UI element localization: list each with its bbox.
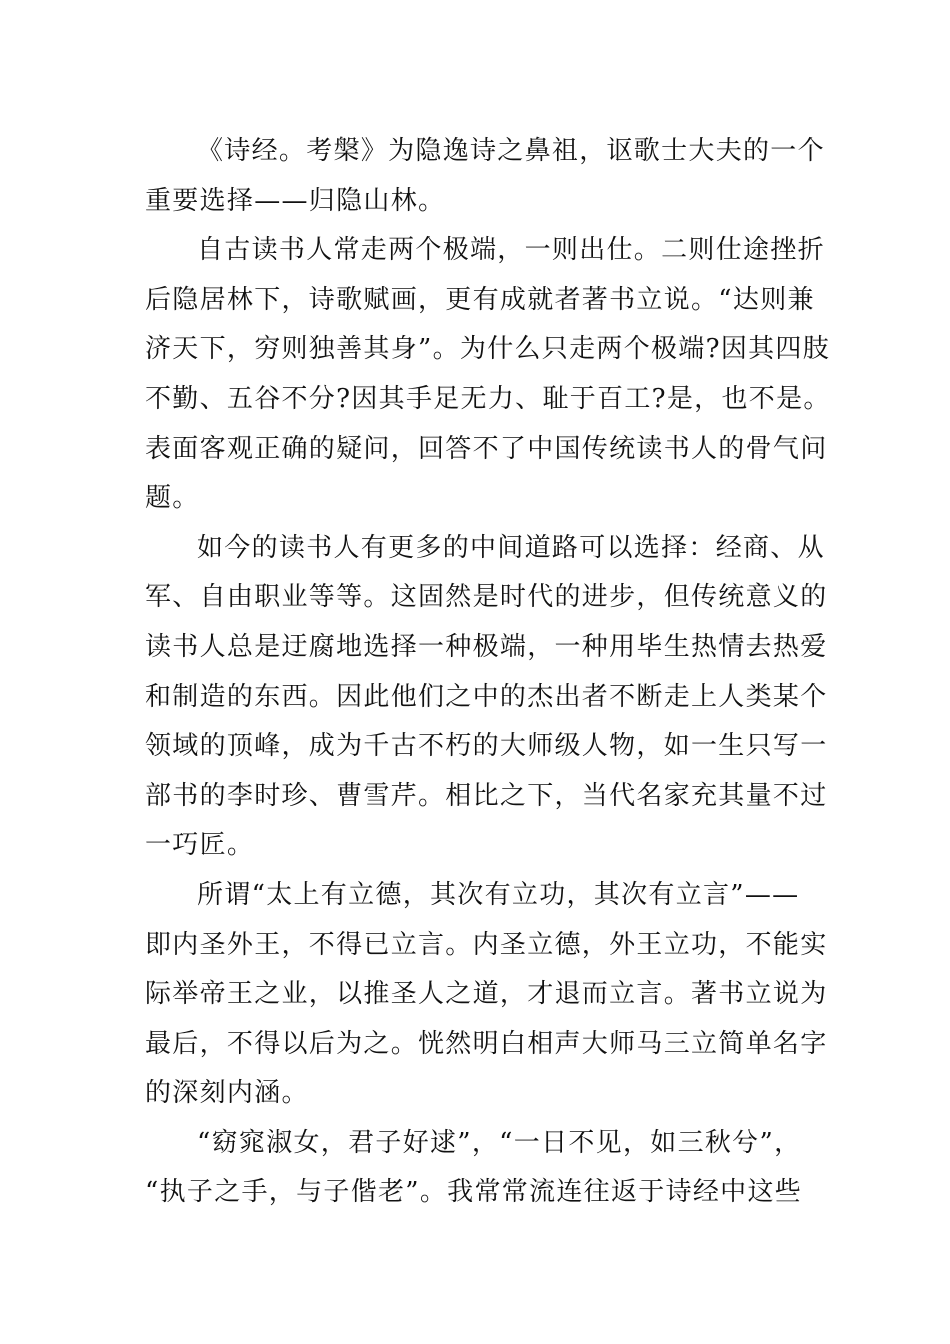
paragraph-4-line-2: 即内圣外王，不得已立言。内圣立德，外王立功，不能实 xyxy=(145,929,828,960)
paragraph-4-line-3: 际举帝王之业，以推圣人之道，才退而立言。著书立说为 xyxy=(145,979,828,1010)
paragraph-2-line-2: 后隐居林下，诗歌赋画，更有成就者著书立说。“达则兼 xyxy=(145,284,815,315)
paragraph-3-line-7: 一巧匠。 xyxy=(145,830,255,861)
paragraph-3-line-6: 部书的李时珍、曹雪芹。相比之下，当代名家充其量不过 xyxy=(145,780,828,811)
paragraph-4-line-5: 的深刻内涵。 xyxy=(145,1078,309,1109)
paragraph-3-line-1: 如今的读书人有更多的中间道路可以选择：经商、从 xyxy=(197,532,825,563)
paragraph-1-line-2: 重要选择——归隐山林。 xyxy=(145,185,446,216)
paragraph-2-line-6: 题。 xyxy=(145,483,200,514)
paragraph-5-line-2: “执子之手，与子偕老”。我常常流连往返于诗经中这些 xyxy=(145,1177,803,1208)
paragraph-3-line-4: 和制造的东西。因此他们之中的杰出者不断走上人类某个 xyxy=(145,681,828,712)
document-body xyxy=(145,127,831,1218)
paragraph-2-line-5: 表面客观正确的疑问，回答不了中国传统读书人的骨气问 xyxy=(145,433,828,464)
paragraph-2-line-3: 济天下，穷则独善其身”。为什么只走两个极端?因其四肢 xyxy=(145,334,831,365)
paragraph-2-line-1: 自古读书人常走两个极端，一则出仕。二则仕途挫折 xyxy=(197,235,825,266)
paragraph-5-line-1: “窈窕淑女，君子好逑”，“一日不见，如三秋兮”， xyxy=(197,1127,802,1158)
paragraph-3-line-5: 领域的顶峰，成为千古不朽的大师级人物，如一生只写一 xyxy=(145,731,828,762)
paragraph-4-line-4: 最后，不得以后为之。恍然明白相声大师马三立简单名字 xyxy=(145,1028,828,1059)
paragraph-3-line-3: 读书人总是迂腐地选择一种极端，一种用毕生热情去热爱 xyxy=(145,631,828,662)
paragraph-2-line-4: 不勤、五谷不分?因其手足无力、耻于百工?是，也不是。 xyxy=(145,383,831,414)
paragraph-4-line-1: 所谓“太上有立德，其次有立功，其次有立言”—— xyxy=(197,879,800,910)
paragraph-3-line-2: 军、自由职业等等。这固然是时代的进步，但传统意义的 xyxy=(145,582,828,613)
paragraph-1-line-1: 《诗经。考槃》为隐逸诗之鼻祖，讴歌士大夫的一个 xyxy=(197,136,825,166)
